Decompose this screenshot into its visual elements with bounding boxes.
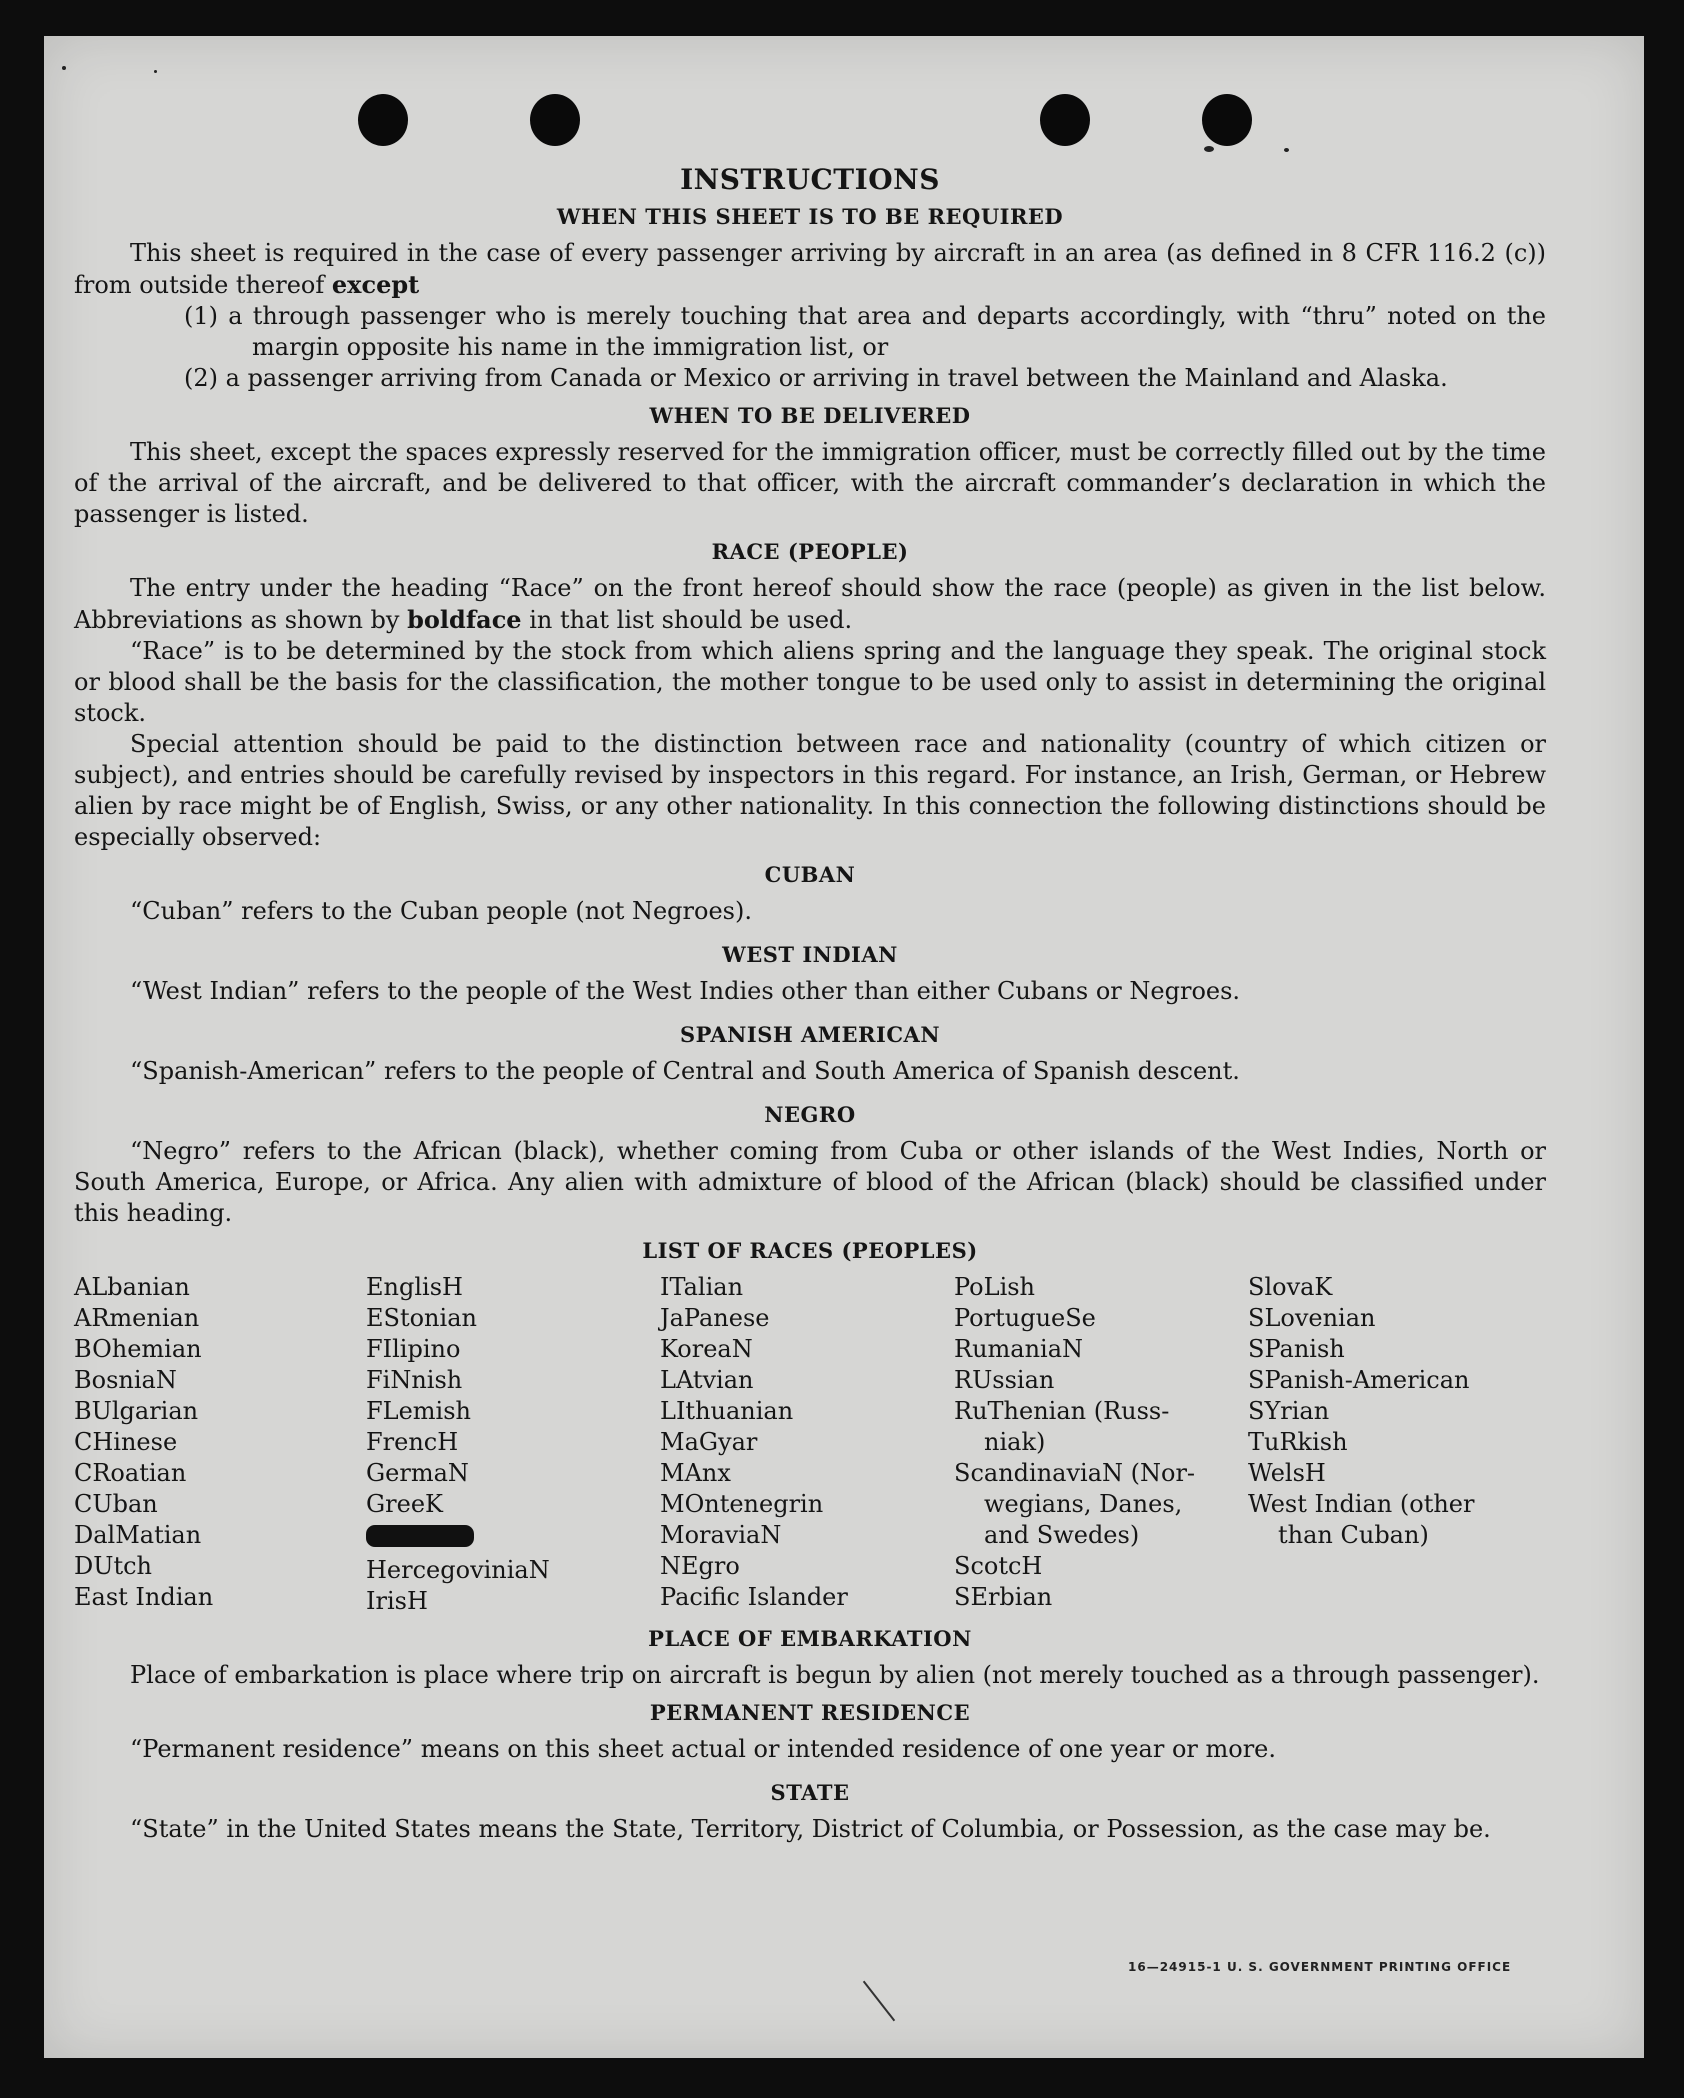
race-entry-continued: wegians, Danes, [984,1490,1183,1518]
section-heading: RACE (PEOPLE) [711,539,909,564]
race-entry: RUssian [954,1366,1055,1394]
race-entry: DalMatian [74,1521,202,1549]
punch-hole [530,94,580,146]
race-column [74,1272,366,1617]
race-entry: TuRkish [1248,1428,1348,1456]
race-entry: BosniaN [74,1366,177,1394]
race-entry: LAtvian [660,1366,754,1394]
race-entry: EStonian [366,1304,477,1332]
race-entry: GreeK [366,1490,443,1518]
race-entry: FiNnish [366,1366,463,1394]
list-item: (2) a passenger arriving from Canada or Mexico or arriving in travel between the Mainland and Alaska. [184,364,1448,392]
section-heading: SPANISH AMERICAN [679,1022,941,1047]
race-entry: MOntenegrin [660,1490,824,1518]
punch-hole [1202,94,1252,146]
paragraph: “West Indian” refers to the people of the West Indies other than either Cubans or Negroes. [130,977,1241,1005]
race-entry: Pacific Islander [660,1583,848,1611]
race-entry: East Indian [74,1583,214,1611]
race-entry: SlovaK [1248,1273,1333,1301]
section-heading: PLACE OF EMBARKATION [648,1626,972,1651]
speck [62,66,66,70]
race-entry: SErbian [954,1583,1053,1611]
document-sheet [44,36,1644,2058]
race-entry: KoreaN [660,1335,753,1363]
race-entry: CRoatian [74,1459,187,1487]
race-entry: ARmenian [74,1304,200,1332]
race-entry: SYrian [1248,1397,1330,1425]
race-entry: ITalian [660,1273,744,1301]
race-entry: GermaN [366,1459,469,1487]
document-body [74,164,1546,1845]
race-entry: FIlipino [366,1335,461,1363]
paragraph: “State” in the United States means the State, Territory, District of Columbia, or Possession, as the case may be. [130,1815,1491,1843]
race-entry-continued: niak) [984,1428,1046,1456]
race-entry: MAnx [660,1459,731,1487]
race-entry: BOhemian [74,1335,202,1363]
scratch-mark [863,1981,895,2022]
race-entry: IrisH [366,1587,428,1615]
race-entry: EnglisH [366,1273,463,1301]
race-entry: MaGyar [660,1428,758,1456]
race-column [660,1272,954,1617]
race-entry: MoraviaN [660,1521,782,1549]
section-heading: WEST INDIAN [722,942,898,967]
speck [1284,148,1289,152]
paragraph: Special attention should be paid to the distinction between race and nationality (country of which citizen or subject), and entries should be carefully revised by inspectors in this regard. For instance, an Irish, German, or Hebrew alien by race might be of English, Swiss, or any other nationality. In this connection the following distinctions should be especially observed: [74,730,1546,851]
paragraph: “Negro” refers to the African (black), whether coming from Cuba or other islands of the West Indies, North or South America, Europe, or Africa. Any alien with admixture of blood of the African (black) should be classified under this heading. [74,1137,1546,1227]
race-list [74,1272,1546,1617]
paragraph: This sheet is required in the case of every passenger arriving by aircraft in an area (as defined in 8 CFR 116.2 (c)) from outside thereof except [74,239,1546,299]
printing-office-code: 16—24915-1 U. S. GOVERNMENT PRINTING OFFICE [1128,1960,1512,1974]
punch-hole [358,94,408,146]
race-entry: PortugueSe [954,1304,1096,1332]
race-entry-redacted [366,1520,660,1555]
section-heading: LIST OF RACES (PEOPLES) [642,1238,978,1263]
race-entry: BUlgarian [74,1397,199,1425]
race-entry: FLemish [366,1397,471,1425]
race-entry-continued: and Swedes) [984,1521,1140,1549]
race-entry: West Indian (other [1248,1490,1475,1518]
redaction-mark [366,1525,474,1547]
section-heading: PERMANENT RESIDENCE [649,1700,971,1725]
speck [154,70,157,73]
punch-hole [1040,94,1090,146]
section-heading: WHEN TO BE DELIVERED [649,403,971,428]
race-entry: CHinese [74,1428,178,1456]
paragraph: “Race” is to be determined by the stock from which aliens spring and the language they speak. The original stock or blood shall be the basis for the classification, the mother tongue to be used only to assist in determining the original stock. [74,637,1546,727]
paragraph: This sheet, except the spaces expressly reserved for the immigration officer, must be correctly filled out by the time of the arrival of the aircraft, and be delivered to that officer, with the aircraft commander’s declaration in which the passenger is listed. [74,438,1546,528]
race-entry: ScandinaviaN (Nor- [954,1459,1196,1487]
race-column [954,1272,1248,1617]
race-entry: SPanish [1248,1335,1345,1363]
race-entry: JaPanese [660,1304,770,1332]
race-entry: NEgro [660,1552,740,1580]
race-entry: LIthuanian [660,1397,794,1425]
race-column [366,1272,660,1617]
speck [1204,146,1214,152]
section-heading: WHEN THIS SHEET IS TO BE REQUIRED [556,204,1064,229]
paragraph: “Permanent residence” means on this sheet actual or intended residence of one year or more. [130,1735,1276,1763]
race-entry: ScotcH [954,1552,1043,1580]
race-entry: HercegoviniaN [366,1556,550,1584]
race-entry: WelsH [1248,1459,1326,1487]
page-title: INSTRUCTIONS [680,163,940,196]
race-entry: RumaniaN [954,1335,1084,1363]
section-heading: NEGRO [764,1102,856,1127]
race-entry-continued: than Cuban) [1278,1521,1429,1549]
race-entry: SLovenian [1248,1304,1376,1332]
race-entry: PoLish [954,1273,1036,1301]
paragraph: Place of embarkation is place where trip on aircraft is begun by alien (not merely touched as a through passenger). [130,1661,1540,1689]
section-heading: STATE [770,1780,850,1805]
paragraph: “Cuban” refers to the Cuban people (not Negroes). [130,897,752,925]
race-entry: DUtch [74,1552,153,1580]
race-entry: FrencH [366,1428,459,1456]
paragraph: “Spanish-American” refers to the people of Central and South America of Spanish descent. [130,1057,1240,1085]
race-entry: ALbanian [74,1273,190,1301]
paragraph: The entry under the heading “Race” on the front hereof should show the race (people) as given in the list below. Abbreviations as shown by boldface in that list should be used. [74,574,1546,634]
section-heading: CUBAN [764,862,856,887]
race-entry: SPanish-American [1248,1366,1470,1394]
race-column [1248,1272,1546,1617]
race-entry: CUban [74,1490,158,1518]
list-item: (1) a through passenger who is merely touching that area and departs accordingly, with “thru” noted on the margin opposite his name in the immigration list, or [184,302,1546,361]
race-entry: RuThenian (Russ- [954,1397,1170,1425]
